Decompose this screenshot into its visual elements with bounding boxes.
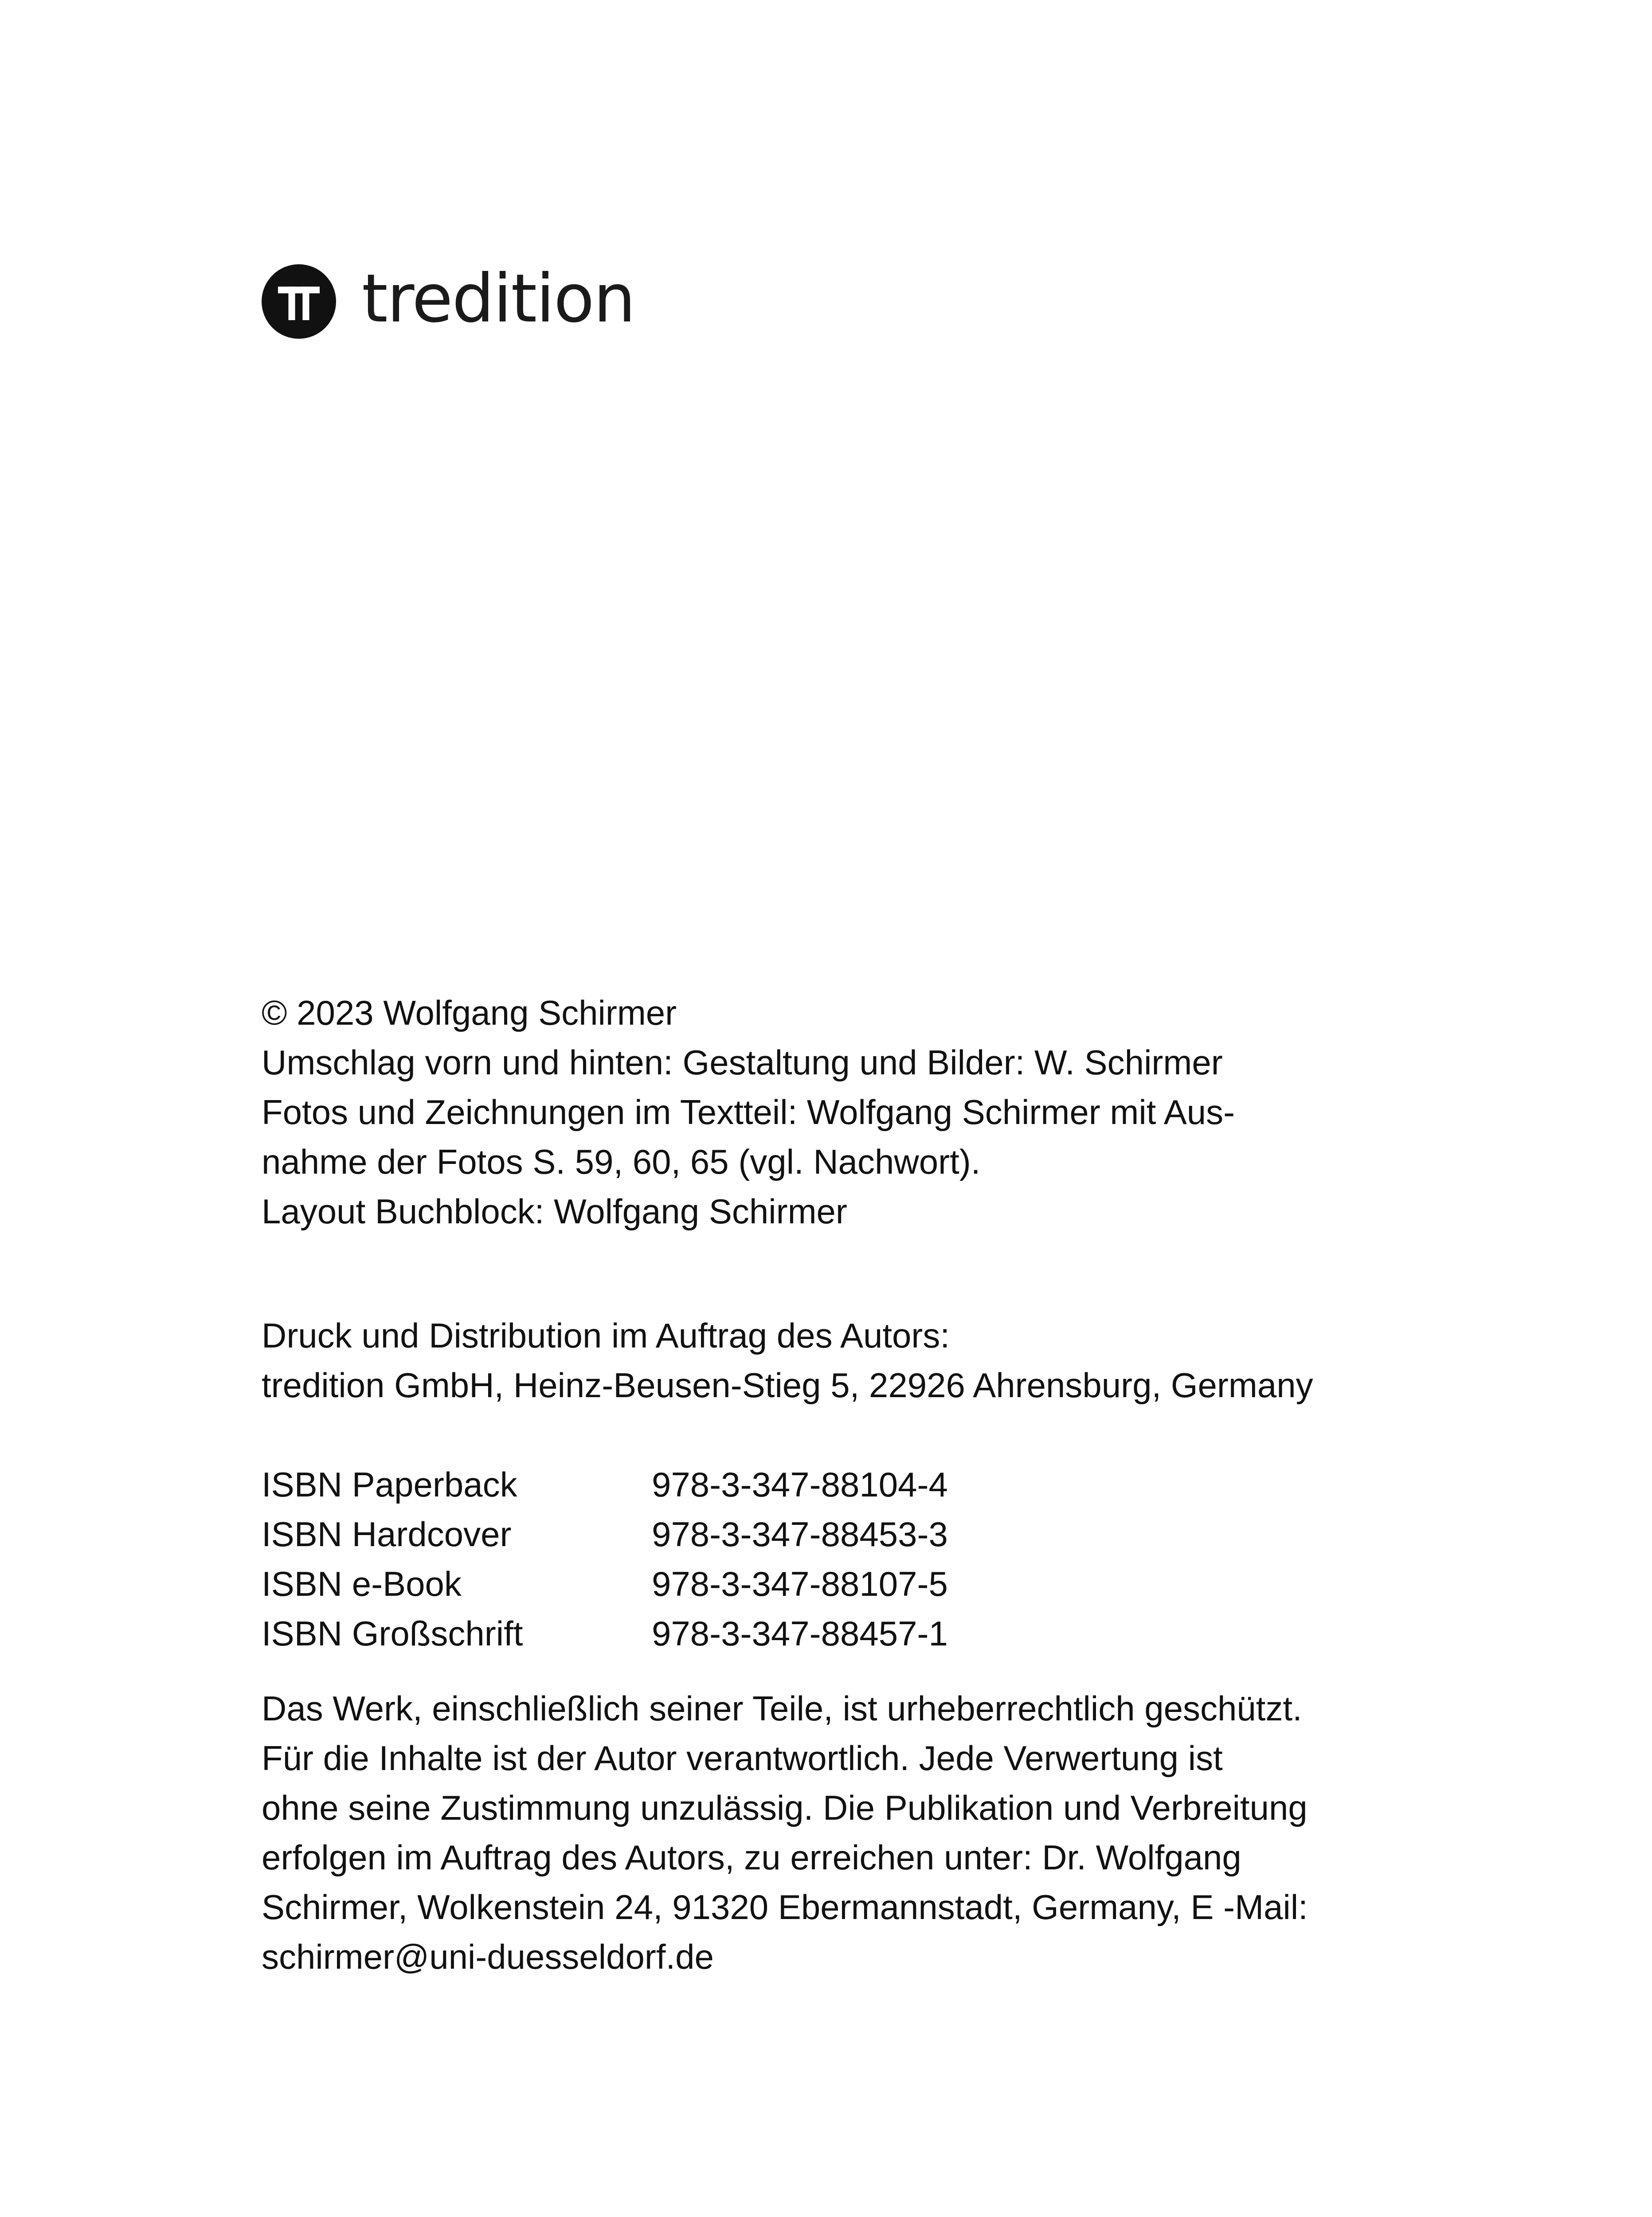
credits-line: Layout Buchblock: Wolfgang Schirmer xyxy=(262,1192,847,1231)
legal-line: Für die Inhalte ist der Autor verantwortlich. Jede Verwertung ist xyxy=(262,1739,1223,1778)
credits-line: Fotos und Zeichnungen im Textteil: Wolfgang Schirmer mit Aus- xyxy=(262,1093,1235,1132)
isbn-label: ISBN Paperback xyxy=(262,1465,517,1504)
distribution-section xyxy=(262,1311,1313,1410)
legal-line: Schirmer, Wolkenstein 24, 91320 Ebermannstadt, Germany, E -Mail: xyxy=(262,1888,1308,1927)
publisher-logo xyxy=(262,262,635,341)
isbn-row xyxy=(262,1559,948,1609)
isbn-value: 978-3-347-88453-3 xyxy=(652,1515,948,1554)
credits-line: Umschlag vorn und hinten: Gestaltung und Bilder: W. Schirmer xyxy=(262,1043,1223,1082)
credits-section xyxy=(262,988,1235,1236)
isbn-row xyxy=(262,1609,948,1658)
isbn-table xyxy=(262,1460,948,1658)
tredition-logo-icon xyxy=(262,264,336,339)
legal-notice xyxy=(262,1684,1308,1982)
isbn-label: ISBN Großschrift xyxy=(262,1614,523,1653)
isbn-row xyxy=(262,1509,948,1559)
contact-email: schirmer@uni-duesseldorf.de xyxy=(262,1937,714,1976)
distribution-line: Druck und Distribution im Auftrag des Autors: xyxy=(262,1316,950,1355)
legal-line: Das Werk, einschließlich seiner Teile, ist urheberrechtlich geschützt. xyxy=(262,1689,1302,1728)
isbn-value: 978-3-347-88107-5 xyxy=(652,1564,948,1603)
isbn-value: 978-3-347-88104-4 xyxy=(652,1465,948,1504)
copyright-line: © 2023 Wolfgang Schirmer xyxy=(262,993,677,1032)
isbn-label: ISBN Hardcover xyxy=(262,1515,512,1554)
isbn-value: 978-3-347-88457-1 xyxy=(652,1614,948,1653)
isbn-label: ISBN e-Book xyxy=(262,1564,462,1603)
legal-line: erfolgen im Auftrag des Autors, zu erreichen unter: Dr. Wolfgang xyxy=(262,1838,1241,1877)
credits-line: nahme der Fotos S. 59, 60, 65 (vgl. Nachwort). xyxy=(262,1142,981,1181)
isbn-row xyxy=(262,1460,948,1509)
publisher-name: tredition xyxy=(362,260,635,337)
legal-line: ohne seine Zustimmung unzulässig. Die Publikation und Verbreitung xyxy=(262,1788,1308,1827)
publisher-address: tredition GmbH, Heinz-Beusen-Stieg 5, 22926 Ahrensburg, Germany xyxy=(262,1366,1313,1405)
